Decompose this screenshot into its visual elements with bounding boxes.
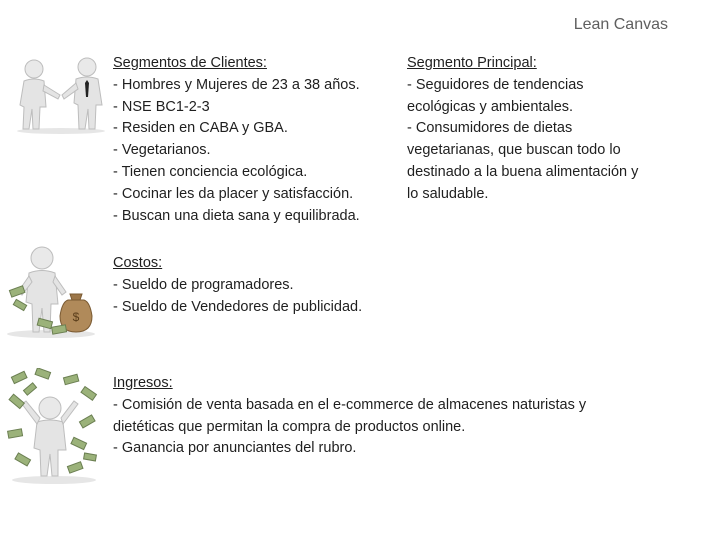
list-item: lo saludable.: [407, 185, 489, 202]
segmento-principal-heading: Segmento Principal:: [407, 55, 537, 71]
page-title: Lean Canvas: [573, 16, 668, 33]
svg-text:$: $: [72, 310, 80, 324]
list-item: - Residen en CABA y GBA.: [113, 120, 288, 137]
list-item: - Vegetarianos.: [113, 142, 211, 159]
ingresos-section: [113, 373, 586, 460]
list-item: - Consumidores de dietas: [407, 120, 573, 137]
costos-heading: Costos:: [113, 255, 163, 271]
list-item: - Cocinar les da placer y satisfacción.: [113, 185, 354, 202]
list-item: - Buscan una dieta sana y equilibrada.: [113, 207, 360, 224]
figure-in-money-rain-icon: [6, 368, 102, 486]
list-item: vegetarianas, que buscan todo lo: [407, 142, 621, 159]
segmentos-clientes-section: [113, 53, 360, 227]
list-item: - NSE BC1-2-3: [113, 98, 210, 115]
list-item: - Ganancia por anunciantes del rubro.: [113, 440, 357, 457]
two-figures-handshake-icon: [12, 55, 110, 135]
list-item: - Seguidores de tendencias: [407, 76, 584, 93]
list-item: - Tienen conciencia ecológica.: [113, 163, 308, 180]
list-item: - Comisión de venta basada en el e-commerce de almacenes naturistas y: [113, 396, 587, 413]
list-item: - Hombres y Mujeres de 23 a 38 años.: [113, 76, 360, 93]
ingresos-heading: Ingresos:: [113, 375, 173, 391]
segmentos-clientes-heading: Segmentos de Clientes:: [113, 55, 267, 71]
list-item: - Sueldo de programadores.: [113, 276, 294, 293]
list-item: dietéticas que permitan la compra de productos online.: [113, 418, 466, 435]
figure-with-money-bag-icon: [2, 240, 100, 340]
segmento-principal-section: [407, 53, 638, 206]
list-item: - Sueldo de Vendedores de publicidad.: [113, 298, 363, 315]
list-item: ecológicas y ambientales.: [407, 98, 574, 115]
list-item: destinado a la buena alimentación y: [407, 163, 639, 180]
costos-section: [113, 253, 362, 318]
